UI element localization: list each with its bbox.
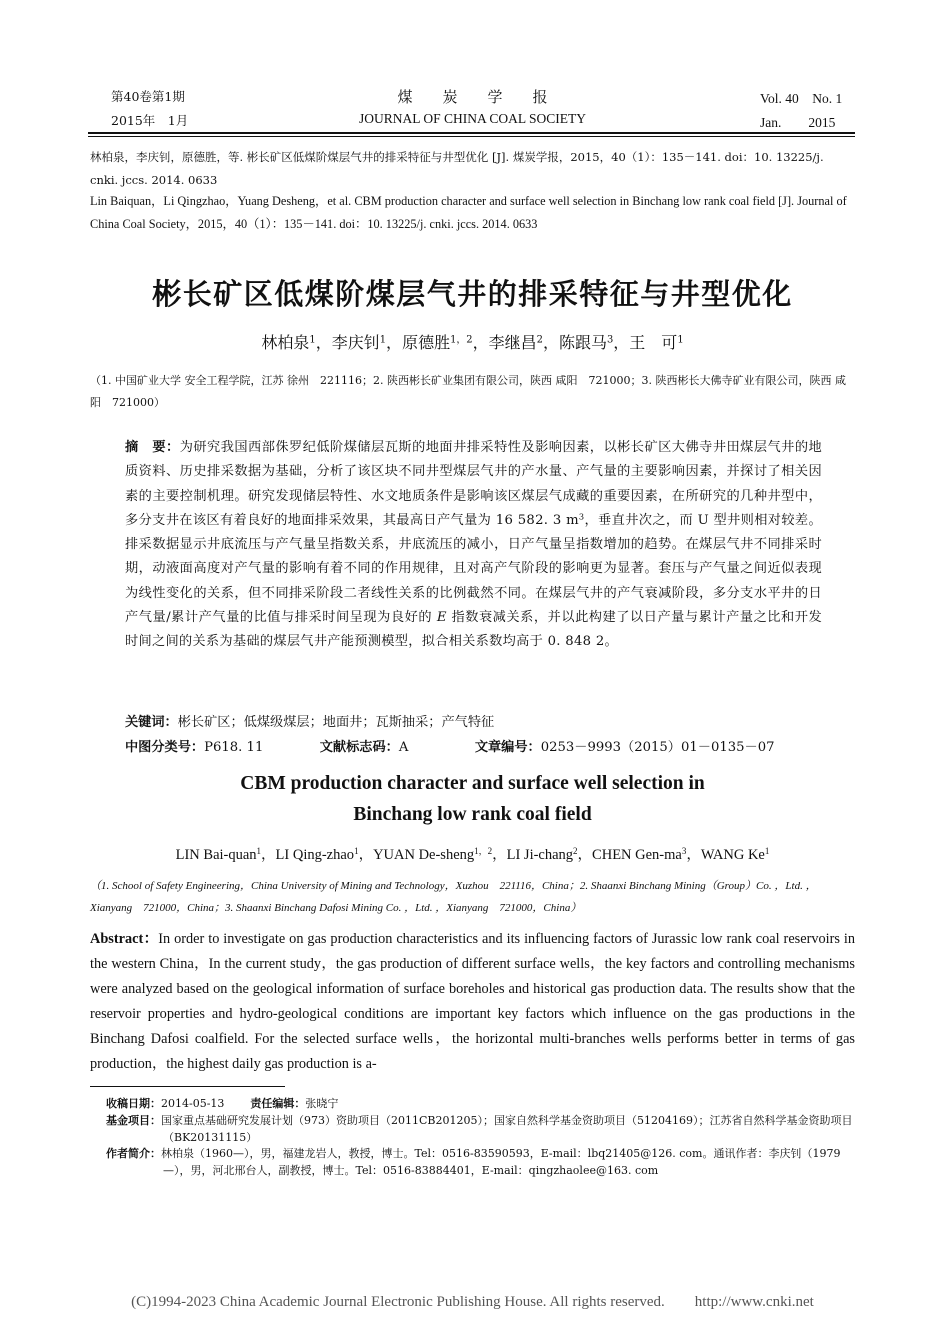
header-rule-thick [88,132,855,134]
affiliations-cn: （1. 中国矿业大学 安全工程学院，江苏 徐州 221116；2. 陕西彬长矿业集团有限公司，陕西 咸阳 721000；3. 陕西彬长大佛寺矿业有限公司，陕西 咸阳 721000） [90,374,846,409]
author-cn: 林柏泉$^1$ [261,333,316,352]
clc-number: P618. 11 [204,740,264,755]
article-number: 0253－9993（2015）01－0135－07 [540,740,775,755]
copyright-notice: (C)1994-2023 China Academic Journal Electronic Publishing House. All rights reserved. http://www.cnki.net [131,1294,814,1310]
author-cn: 陈跟马$^3$ [558,333,614,352]
keywords-cn: 关键词：彬长矿区；低煤级煤层；地面井；瓦斯抽采；产气特征 [125,715,495,730]
volume-issue: 第40卷第1期 [111,89,185,104]
authors-en: LIN Bai-quan$^1$，LI Qing-zhao$^1$，YUAN De-sheng$^{1,2}$，LI Ji-chang$^2$，CHEN Gen-$ma^3$，WANG Ke$^1$ [175,846,770,863]
paper-title-cn: 彬长矿区低煤阶煤层气井的排采特征与井型优化 [152,277,793,311]
footnote-funding: 基金项目：国家重点基础研究发展计划（973）资助项目（2011CB201205）；国家自然科学基金资助项目（51204169）；江苏省自然科学基金资助项目（BK20131115） [106,1114,853,1144]
abstract-cn: 摘 要：为研究我国西部侏罗纪低阶煤储层瓦斯的地面井排采特性及影响因素，以彬长矿区大佛寺井田煤层气井的地质资料、历史排采数据为基础，分析了该区块不同井型煤层气井的产水量、产气量的主要影响因素，并探讨了相关因素的主要控制机理。研究发现储层特性、水文地质条件是影响该区煤层气成藏的重要因素，在所研究的几种井型中，多分支井在该区有着良好的地面排采效果，其最高日产气量为 16 582. 3 $m^3$，垂直井次之，而 U 型井则相对较差。排采数据显示井底流压与产气量呈指数关系，井底流压的减小，日产气量呈指数增加的趋势。在煤层气井不同排采时期，动液面高度对产气量的影响有着不同的作用规律，且对高产气阶段的影响更为显著。套压与产气量之间近似表现为线性变化的关系，但不同排采阶段二者线性关系的比例截然不同。在煤层气井的产气衰减阶段，多分支水平井的日产气量/累计产气量的比值与排采时间呈现为良好的 E 指数衰减关系，并以此构建了以日产量与累计产量之比和开发时间之间的关系为基础的煤层气井产能预测模型，拟合相关系数均高于 0. 848 2。 [125,440,822,650]
keywords-label: 关键词： [125,715,178,730]
date-en: Jan. 2015 [760,115,836,130]
authors-cn: 林柏泉$^1$，李庆钊$^1$，原德胜$^{1,2}$，李继昌$^2$，陈跟马$^3$，王 可$^1$ [261,333,684,352]
author-cn: 李继昌$^2$ [488,333,543,352]
abstract-en-label: Abstract： [90,931,159,947]
document-code: A [398,740,409,755]
author-en: YUAN De-sheng$^{1,2}$ [373,846,493,863]
footnote-rule [90,1086,285,1087]
affiliations-en: （1. School of Safety Engineering，China University of Mining and Technology，Xuzhou 221116，China；2. Shaanxi Binchang Mining（Group）Co. ，Ltd. ，Xianyang 721000，China；3. Shaanxi Binchang Dafosi Mining Co. ，Ltd. ，Xianyang 721000，China） [90,880,817,914]
vol-no-en: Vol. 40 No. 1 [760,91,843,106]
abstract-en: Abstract：In order to investigate on gas production characteristics and its influencing factors of Jurassic low rank coal reservoirs in the western China，In the current study，the gas production of different surface wells，the key factors and controlling mechanisms were analyzed based on the geological information of surface boreholes and historical gas production data. The results show that the reservoir properties and hydro-geological conditions are important key factors which influence on the gas productions in the Binchang Dafosi coalfield. For the selected surface wells，the horizontal multi-branches wells performs better in terms of gas production，the highest daily gas production is a- [90,931,855,1072]
abstract-cn-label: 摘 要： [125,440,180,455]
author-en: CHEN Gen-$ma^3$ [592,846,687,863]
header-rule-thin [88,136,855,137]
author-cn: 原德胜$^{1,2}$ [402,333,473,352]
author-en: LI Qing-zhao$^1$ [275,846,359,863]
classification-line: 中图分类号：P618. 11 文献标志码：A 文章编号：0253－9993（2015）01－0135－07 [125,740,775,755]
journal-name-cn: 煤 炭 学 报 [397,88,548,106]
footnote-author-bio: 作者简介：林柏泉（1960—），男，福建龙岩人，教授，博士。Tel：0516-83590593，E-mail：lbq21405@126. com。通讯作者：李庆钊（1979—），男，河北邢台人，副教授，博士。Tel：0516-83884401，E-mail：qingzhaolee@163. com [106,1147,841,1177]
journal-name-en: JOURNAL OF CHINA COAL SOCIETY [358,111,586,126]
author-cn: 王 可$^1$ [629,333,684,352]
footnote-received: 收稿日期：2014-05-13 责任编辑：张晓宁 [106,1097,339,1110]
issue-date: 2015年 1月 [111,113,189,128]
author-en: LIN Bai-quan$^1$ [175,846,262,863]
author-cn: 李庆钊$^1$ [331,333,387,352]
author-en: LI Ji-chang$^2$ [506,846,578,863]
paper-title-en: CBM production character and surface well selection in Binchang low rank coal field [240,773,705,825]
citation-en: Lin Baiquan，Li Qingzhao，Yuang Desheng，et al. CBM production character and surface well selection in Binchang low rank coal field [J]. Journal of China Coal Society，2015，40（1）：135－141. doi：10. 13225/j. cnki. jccs. 2014. 0633 [90,194,847,231]
author-en: WANG Ke$^1$ [700,846,770,863]
citation-cn: 林柏泉，李庆钊，原德胜，等. 彬长矿区低煤阶煤层气井的排采特征与井型优化 [J]. 煤炭学报，2015，40（1）：135－141. doi：10. 13225/j. cnki. jccs. 2014. 0633 [90,150,824,187]
